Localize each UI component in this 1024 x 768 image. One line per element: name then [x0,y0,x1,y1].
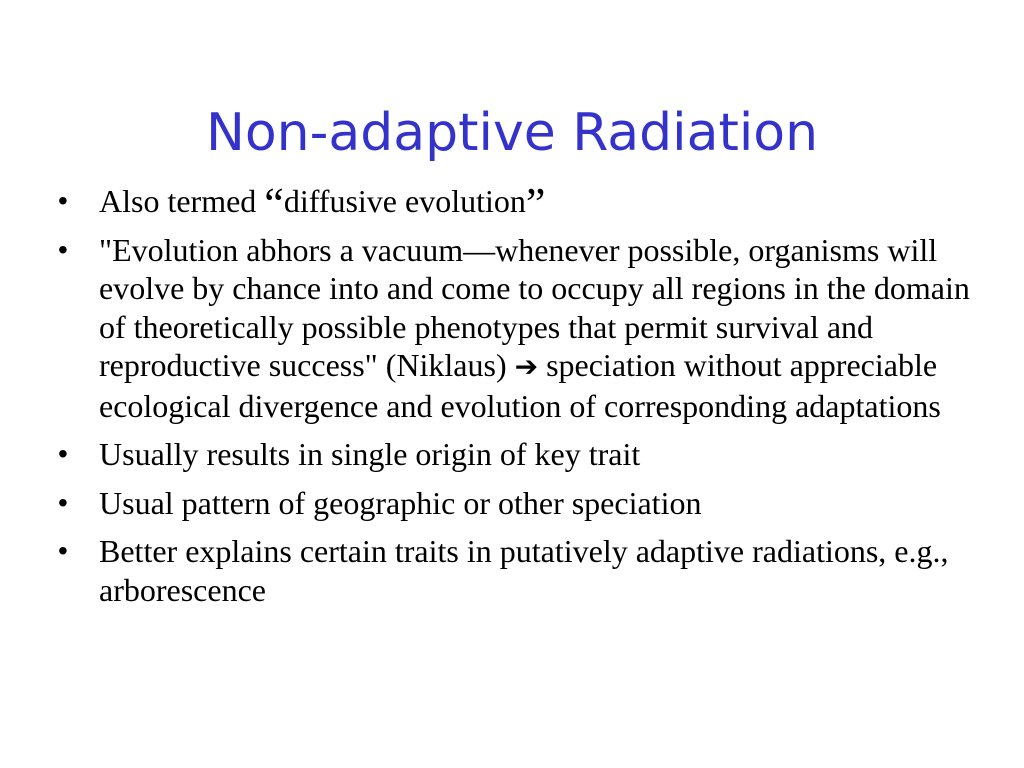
bullet-icon: • [58,185,68,216]
bullet-item [58,179,978,228]
close-quote-mark: ” [525,179,546,228]
bullet-icon: • [58,438,68,469]
bullet-text-continued: speciation without appreciable ecological divergence and evolution of corresponding adaptations [99,347,941,424]
bullet-item [58,231,978,426]
bullet-text: Better explains certain traits in putatively adaptive radiations, e.g., arborescence [99,533,949,608]
bullet-text-quoted: diffusive evolution [283,183,526,219]
bullet-icon: • [58,233,68,265]
slide-title: Non-adaptive Radiation [205,103,819,163]
bullet-text: Also termed [99,183,265,219]
bullet-item [58,435,978,474]
bullet-icon: • [58,486,68,518]
right-arrow-icon: ➔ [514,350,539,383]
bullet-item [58,484,978,523]
bullet-item [58,532,978,609]
open-quote-mark: “ [264,179,284,228]
bullet-text: "Evolution abhors a vacuum—whenever possible, organisms will evolve by chance into and come to occupy all regions in the domain of theoretically possible phenotypes that permit survival and reproductive success" (Niklaus) [99,231,970,383]
bullet-text: Usual pattern of geographic or other speciation [99,484,702,521]
bullet-icon: • [58,535,68,566]
bullet-list [58,179,978,619]
bullet-text: Usually results in single origin of key trait [99,436,641,472]
